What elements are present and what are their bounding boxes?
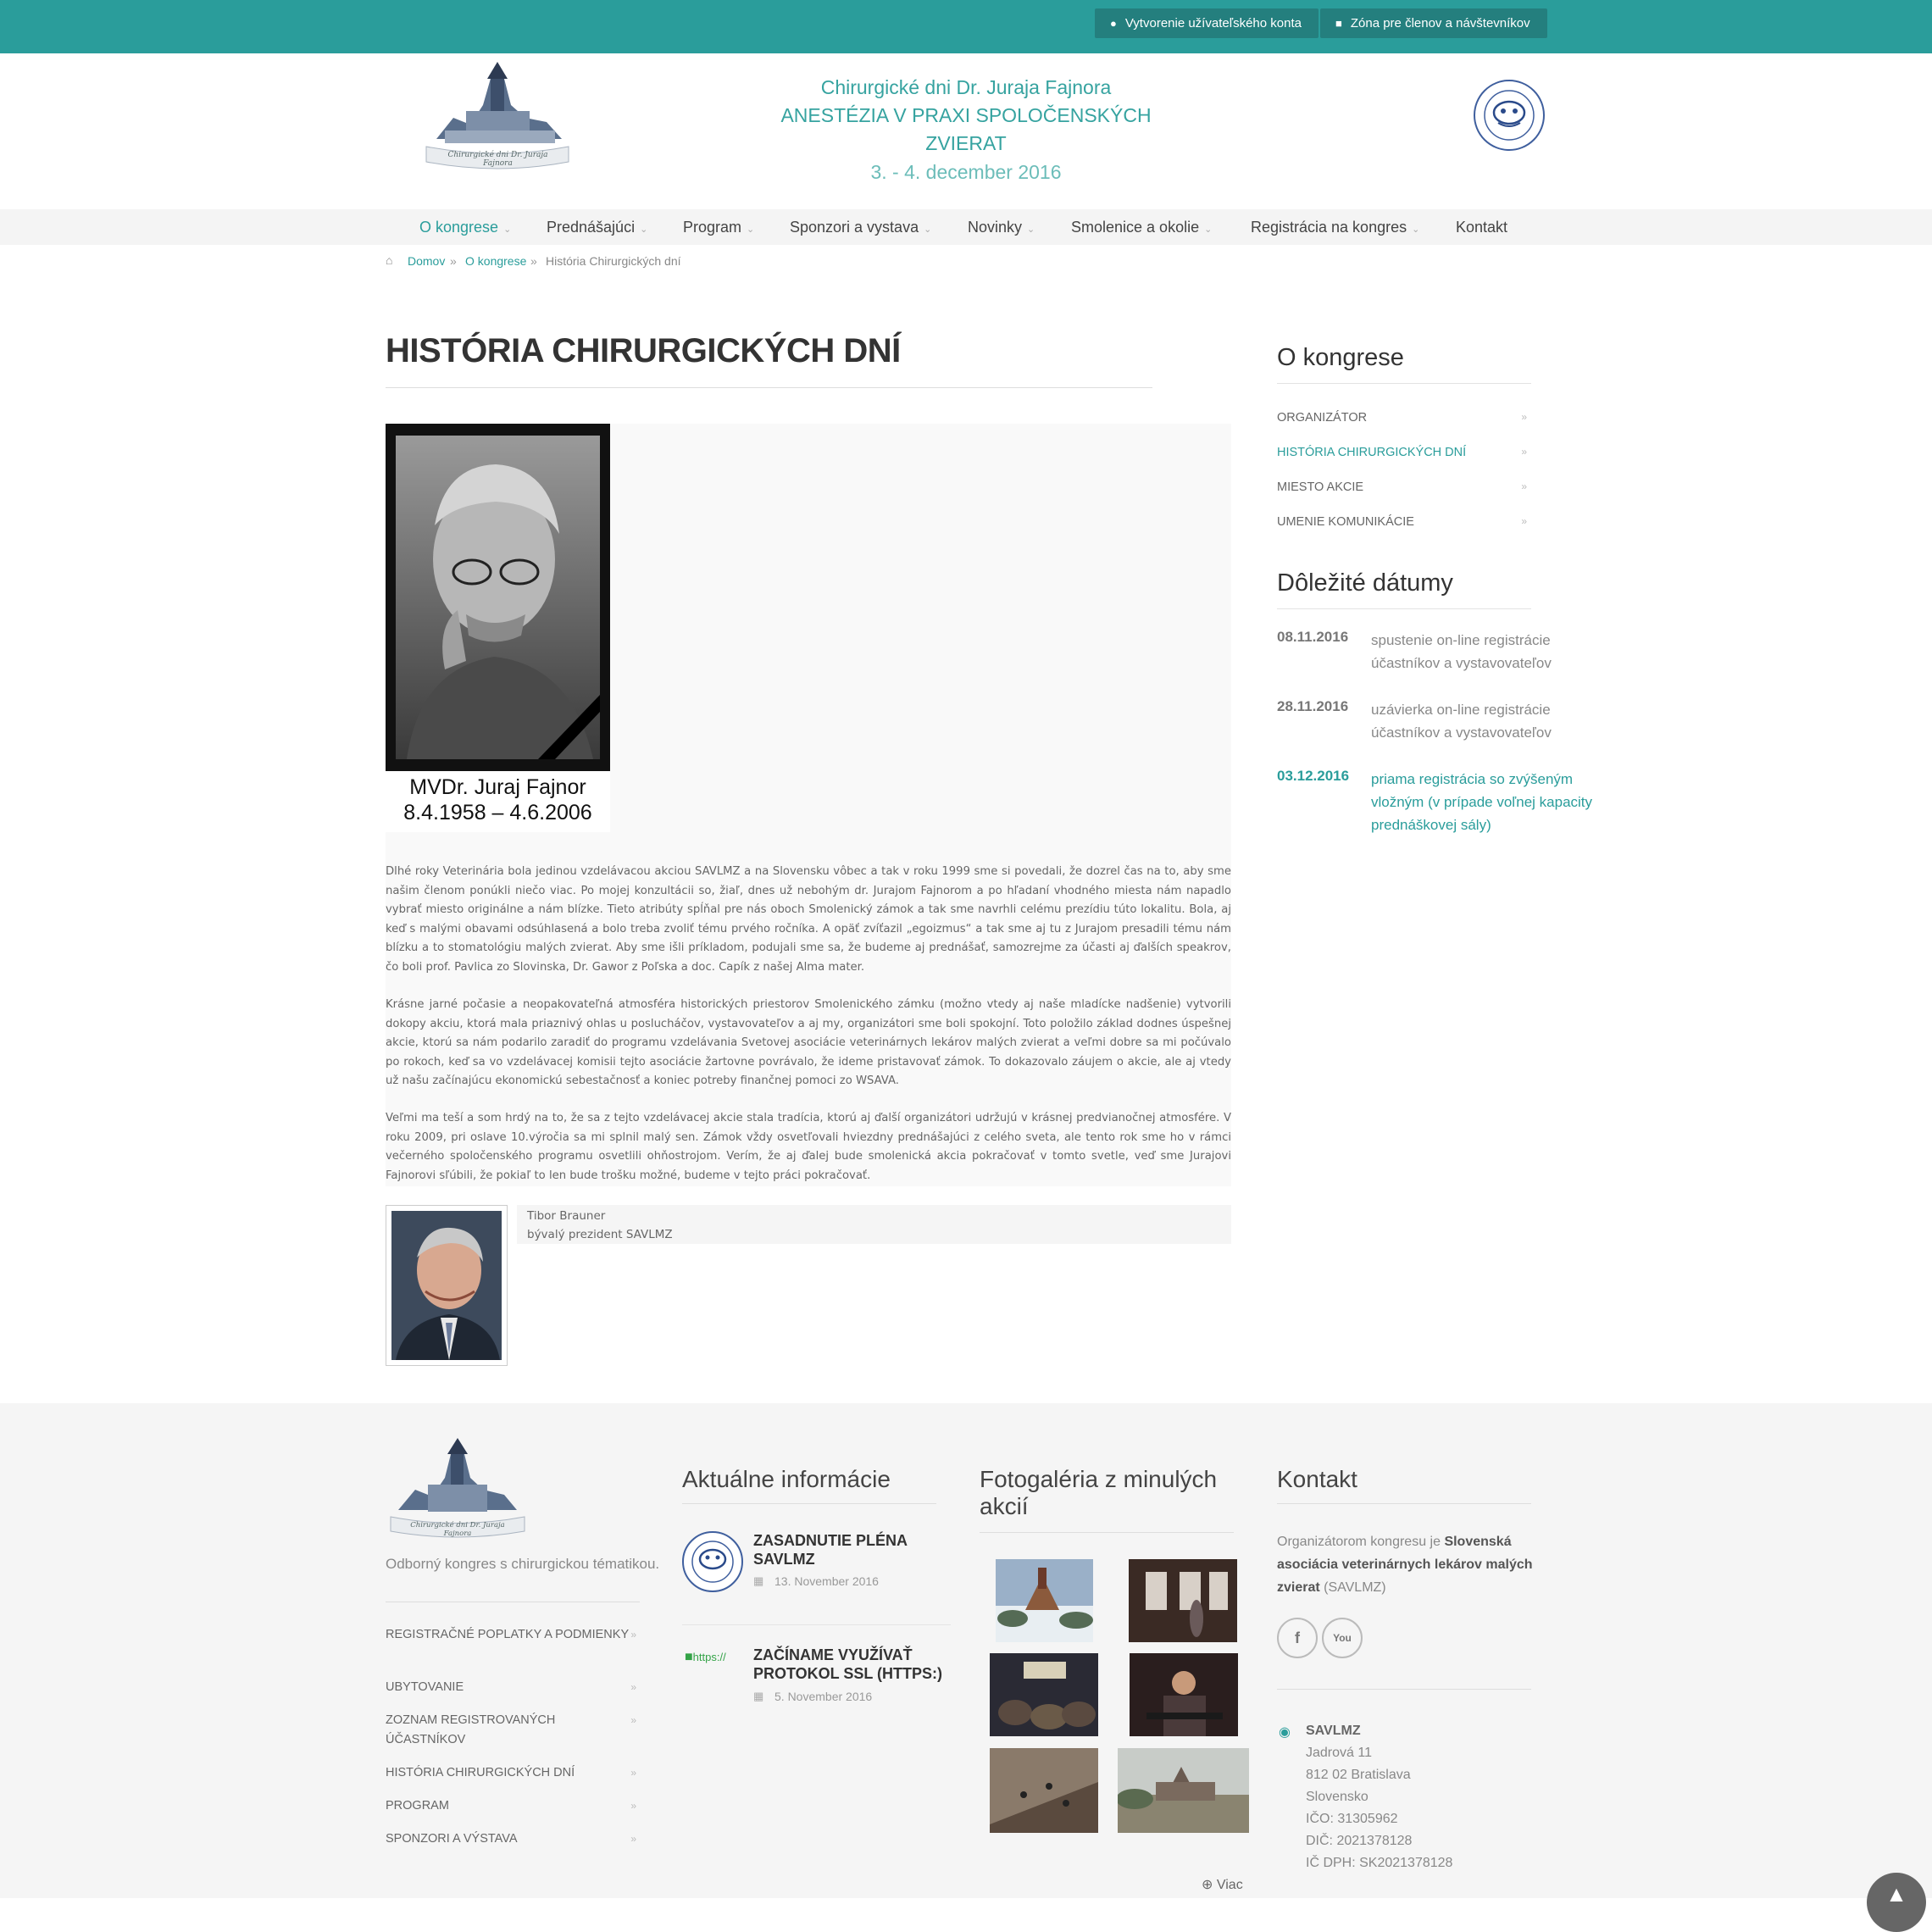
news-item-date: 5. November 2016 <box>774 1690 873 1703</box>
nav-label: Registrácia na kongres <box>1251 219 1407 236</box>
article-paragraph: Veľmi ma teší a som hrdý na to, že sa z tejto vzdelávacej akcie stala tradícia, ktorú aj ďalší organizátori udržujú v krásnej predvianočnej atmosfére. V roku 2009, pri oslave 10.výročia sa mi splnil malý sen. Zámok vždy osvetľovali hviezdny prednášajúci z celého sveta, ale tento rok sme ho v rámci večerného spoločenského programu osvetlili ohňostrojom. Verím, že aj ďalej bude smolenická akcia pokračovať v tomto svetle, veď sme Jurajovi Fajnorovi sľúbili, že pokiaľ to len bude trošku možné, budeme v tejto práci pokračovať. <box>386 1112 1231 1182</box>
nav-label: Program <box>683 219 742 236</box>
savlmz-seal-logo[interactable] <box>1473 79 1546 152</box>
contact-text-post: (SAVLMZ) <box>1319 1580 1386 1595</box>
lock-icon: ■ <box>685 1650 693 1664</box>
plus-circle-icon: ⊕ <box>1202 1878 1213 1892</box>
header-event-name: Chirurgické dni Dr. Juraja Fajnora <box>820 76 1112 98</box>
sidebar-item-label: MIESTO AKCIE <box>1277 480 1364 494</box>
chevron-down-icon: ⌄ <box>1204 225 1213 235</box>
facebook-icon[interactable]: f <box>1277 1618 1318 1658</box>
sidebar-item-historia[interactable] <box>1277 446 1527 459</box>
chevron-right-icon: » <box>630 1629 636 1641</box>
gallery-thumb[interactable] <box>996 1559 1093 1642</box>
footer-link[interactable] <box>386 1796 636 1816</box>
chevron-right-icon: » <box>1521 515 1527 527</box>
chevron-right-icon: » <box>630 1833 636 1845</box>
scroll-to-top-button[interactable] <box>1867 1873 1926 1932</box>
sidebar-item-miesto[interactable] <box>1277 480 1527 494</box>
caption-dates: 8.4.1958 – 4.6.2006 <box>403 801 592 824</box>
home-icon: ⌂ <box>386 253 393 267</box>
important-date-text: priama registrácia so zvýšeným vložným (v prípade voľnej kapacity prednáškovej sály) <box>1371 771 1593 833</box>
footer-link-label: HISTÓRIA CHIRURGICKÝCH DNÍ <box>386 1766 575 1779</box>
lock-icon: ■ <box>1335 17 1342 30</box>
logo-banner-text: Chirurgické dni Dr. Juraja Fajnora <box>447 151 548 168</box>
nav-smolenice[interactable] <box>1071 209 1212 245</box>
footer-divider <box>1277 1503 1531 1504</box>
address-line: IČO: 31305962 <box>1306 1812 1398 1826</box>
footer-divider <box>980 1532 1234 1533</box>
youtube-icon[interactable]: You <box>1322 1618 1363 1658</box>
nav-registracia[interactable] <box>1251 209 1419 245</box>
chevron-down-icon: ⌄ <box>1027 225 1035 235</box>
header-date: 3. - 4. december 2016 <box>870 161 1062 183</box>
sidebar-item-label: UMENIE KOMUNIKÁCIE <box>1277 515 1414 529</box>
page-title: HISTÓRIA CHIRURGICKÝCH DNÍ <box>386 332 901 369</box>
article-paragraph: Dlhé roky Veterinária bola jedinou vzdelávacou akciou SAVLMZ a na Slovensku vôbec a tak v roku 1999 sme si povedali, že dozrel čas na to, aby sme našim členom ponúkli niečo viac. Po mojej konzultácii so, žiaľ, dnes už nebohým dr. Jurajom Fajnorom a po hľadaní vhodného miesta nám napadlo vybrať miesto originálne a nám blízke. Tieto atribúty spĺňal pre nás oboch Smolenický zámok a tak sme navrhli celému prezídiu túto lokalitu. Bola, aj keď s malými obavami odsúhlasená a bolo treba zvoliť tému prvého ročníka. A opäť zvíťazil „egoizmus“ a tak sme aj tu z Jurajom presadili tému nám blízku a to stomatológiu malých zvierat. Aby sme išli príkladom, podujali sme sa, že budeme aj prednášať, samozrejme za účasti aj ďalších speakrov, čo boli prof. Pavlica zo Slovinska, Dr. Gawor z Poľska a doc. Capík z našej Alma mater. <box>386 865 1231 974</box>
news-heading: Aktuálne informácie <box>682 1466 891 1492</box>
nav-novinky[interactable] <box>968 209 1035 245</box>
address-line: IČ DPH: SK2021378128 <box>1306 1856 1453 1870</box>
sidebar-dates-title: Dôležité dátumy <box>1277 569 1453 597</box>
nav-label: Novinky <box>968 219 1023 236</box>
chevron-right-icon: » <box>630 1714 636 1726</box>
address-line: SAVLMZ <box>1306 1724 1361 1738</box>
address-line: DIČ: 2021378128 <box>1306 1834 1413 1848</box>
chevron-down-icon: ⌄ <box>924 225 932 235</box>
gallery-thumb[interactable] <box>1130 1653 1238 1736</box>
news-divider <box>682 1624 951 1625</box>
footer-castle-logo[interactable] <box>386 1435 530 1541</box>
ssl-lock-thumb[interactable] <box>685 1650 726 1665</box>
breadcrumb-separator: » <box>450 254 457 268</box>
sidebar-about-title: O kongrese <box>1277 344 1404 371</box>
nav-kontakt[interactable] <box>1456 209 1507 245</box>
nav-label: Kontakt <box>1456 219 1508 236</box>
important-date: 28.11.2016 <box>1277 698 1349 714</box>
news-item-title[interactable]: ZASADNUTIE PLÉNA SAVLMZ <box>753 1532 908 1568</box>
footer-divider <box>1277 1689 1531 1690</box>
contact-org-name: Slovenská asociácia veterinárnych lekárov malých zvierat <box>1277 1535 1533 1595</box>
nav-label: Sponzori a vystava <box>790 219 919 236</box>
members-zone-button[interactable] <box>1320 8 1547 38</box>
chevron-right-icon: » <box>630 1800 636 1812</box>
portrait-fajnor <box>386 424 610 771</box>
footer-divider <box>682 1503 936 1504</box>
news-item-title[interactable]: ZAČÍNAME VYUŽÍVAŤ PROTOKOL SSL (HTTPS:) <box>753 1646 943 1682</box>
chevron-down-icon: ⌄ <box>747 225 755 235</box>
chevron-right-icon: » <box>630 1681 636 1693</box>
caption-name: MVDr. Juraj Fajnor <box>409 775 586 799</box>
sidebar-item-organizator[interactable] <box>1277 411 1527 425</box>
calendar-icon: ▦ <box>753 1690 764 1702</box>
footer-link-label: REGISTRAČNÉ POPLATKY A PODMIENKY <box>386 1628 630 1641</box>
calendar-icon: ▦ <box>753 1574 764 1587</box>
important-date: 08.11.2016 <box>1277 629 1349 645</box>
create-account-button[interactable] <box>1095 8 1319 38</box>
footer-link[interactable] <box>386 1711 636 1750</box>
important-date-text: uzávierka on-line registrácie účastníkov a vystavovateľov <box>1371 702 1552 741</box>
footer-link[interactable] <box>386 1763 636 1783</box>
create-account-label: Vytvorenie užívateľského konta <box>1124 16 1302 31</box>
chevron-right-icon: » <box>630 1767 636 1779</box>
important-date: 03.12.2016 <box>1277 768 1350 784</box>
chevron-up-icon: ▲ <box>1885 1881 1907 1907</box>
nav-label: Smolenice a okolie <box>1071 219 1200 236</box>
footer-link-label: ZOZNAM REGISTROVANÝCH ÚČASTNÍKOV <box>386 1713 556 1746</box>
footer-link-label: PROGRAM <box>386 1799 449 1813</box>
contact-description <box>1277 1530 1540 1599</box>
breadcrumb-o-kongrese[interactable]: O kongrese <box>465 254 527 268</box>
chevron-right-icon: » <box>1521 446 1527 458</box>
news-thumb-seal[interactable] <box>681 1530 744 1593</box>
footer-link[interactable] <box>386 1625 636 1645</box>
nav-label: O kongrese <box>419 219 499 236</box>
https-label: https:// <box>692 1651 726 1663</box>
contact-text-pre: Organizátorom kongresu je <box>1277 1535 1445 1549</box>
chevron-down-icon: ⌄ <box>503 225 512 235</box>
chevron-down-icon: ⌄ <box>640 225 648 235</box>
site-header <box>0 53 1932 209</box>
header-topic-line2: ZVIERAT <box>925 132 1007 154</box>
top-bar <box>0 0 1932 53</box>
footer-link[interactable] <box>386 1829 636 1849</box>
sidebar-item-umenie[interactable] <box>1277 515 1527 529</box>
contact-heading: Kontakt <box>1277 1466 1357 1492</box>
chevron-right-icon: » <box>1521 411 1527 423</box>
news-item-date: 13. November 2016 <box>774 1574 879 1588</box>
nav-label: Prednášajúci <box>547 219 636 236</box>
map-marker-icon: ◉ <box>1279 1725 1291 1740</box>
article-paragraph: Krásne jarné počasie a neopakovateľná atmosféra historických priestorov Smolenického zámku (možno vtedy aj naše mladícke nadšenie) vytvorili dokopy akciu, ktorá mala priaznivý ohlas u poslucháčov, vystavovateľov a aj my, organizátori sme boli spokojní. Toto položilo základ dodnes úspešnej akcie, ktorú sa nám podarilo zaradiť do programu vzdelávania Svetovej asociácie veterinárnych lekárov malých zvierat a veľmi dobre sa mi počúvalo po rokoch, keď sa vo vzdelávacej komisii tejto asociácie žartovne povrávalo, že ideme pristavovať zámok. To dokazovalo záujem o akcie, ale aj vtedy už našu začínajúcu ekonomickú sebestačnosť a koniec potreby finančnej pomoci zo WSAVA. <box>386 998 1231 1087</box>
gallery-thumb[interactable] <box>1118 1748 1249 1833</box>
header-topic-line1: ANESTÉZIA V PRAXI SPOLOČENSKÝCH <box>780 104 1152 126</box>
footer-link-label: SPONZORI A VÝSTAVA <box>386 1832 518 1846</box>
breadcrumb-separator: » <box>530 254 537 268</box>
castle-logo[interactable] <box>419 58 576 173</box>
sidebar-divider <box>1277 383 1531 384</box>
important-date-text: spustenie on-line registrácie účastníkov a vystavovateľov <box>1371 632 1552 671</box>
signature-photo <box>386 1205 508 1366</box>
members-zone-label: Zóna pre členov a návštevníkov <box>1350 16 1530 31</box>
user-icon: ● <box>1110 17 1117 30</box>
sidebar-item-label: ORGANIZÁTOR <box>1277 411 1368 425</box>
chevron-right-icon: » <box>1521 480 1527 492</box>
signature-text <box>527 1207 673 1244</box>
gallery-thumb[interactable] <box>990 1748 1098 1833</box>
signature-role: bývalý prezident SAVLMZ <box>527 1228 673 1241</box>
site-footer <box>0 1403 1932 1898</box>
nav-o-kongrese[interactable] <box>419 209 511 245</box>
address-line: 812 02 Bratislava <box>1306 1768 1411 1782</box>
logo-banner-text: Chirurgické dni Dr. Juraja Fajnora <box>410 1521 505 1538</box>
gallery-more-link[interactable] <box>1202 1876 1243 1893</box>
breadcrumb-home[interactable]: Domov <box>408 254 446 268</box>
footer-tagline: Odborný kongres s chirurgickou tématikou. <box>386 1556 660 1572</box>
sidebar-divider <box>1277 608 1531 609</box>
portrait-caption <box>386 771 610 832</box>
breadcrumb-current: História Chirurgických dní <box>546 254 681 268</box>
main-nav <box>0 209 1932 245</box>
address-line: Slovensko <box>1306 1790 1368 1804</box>
gallery-thumb[interactable] <box>1129 1559 1237 1642</box>
nav-sponzori[interactable] <box>790 209 931 245</box>
gallery-heading: Fotogaléria z minulých akcií <box>980 1466 1218 1519</box>
sidebar-item-label: HISTÓRIA CHIRURGICKÝCH DNÍ <box>1277 446 1467 459</box>
title-divider <box>386 387 1152 388</box>
nav-prednasajuci[interactable] <box>547 209 647 245</box>
chevron-down-icon: ⌄ <box>1412 225 1420 235</box>
gallery-thumb[interactable] <box>990 1653 1098 1736</box>
gallery-more-label: Viac <box>1216 1878 1243 1892</box>
footer-link-label: UBYTOVANIE <box>386 1680 464 1694</box>
nav-program[interactable] <box>683 209 754 245</box>
signature-name: Tibor Brauner <box>527 1209 606 1223</box>
address-line: Jadrová 11 <box>1306 1746 1372 1760</box>
footer-link[interactable] <box>386 1678 636 1697</box>
